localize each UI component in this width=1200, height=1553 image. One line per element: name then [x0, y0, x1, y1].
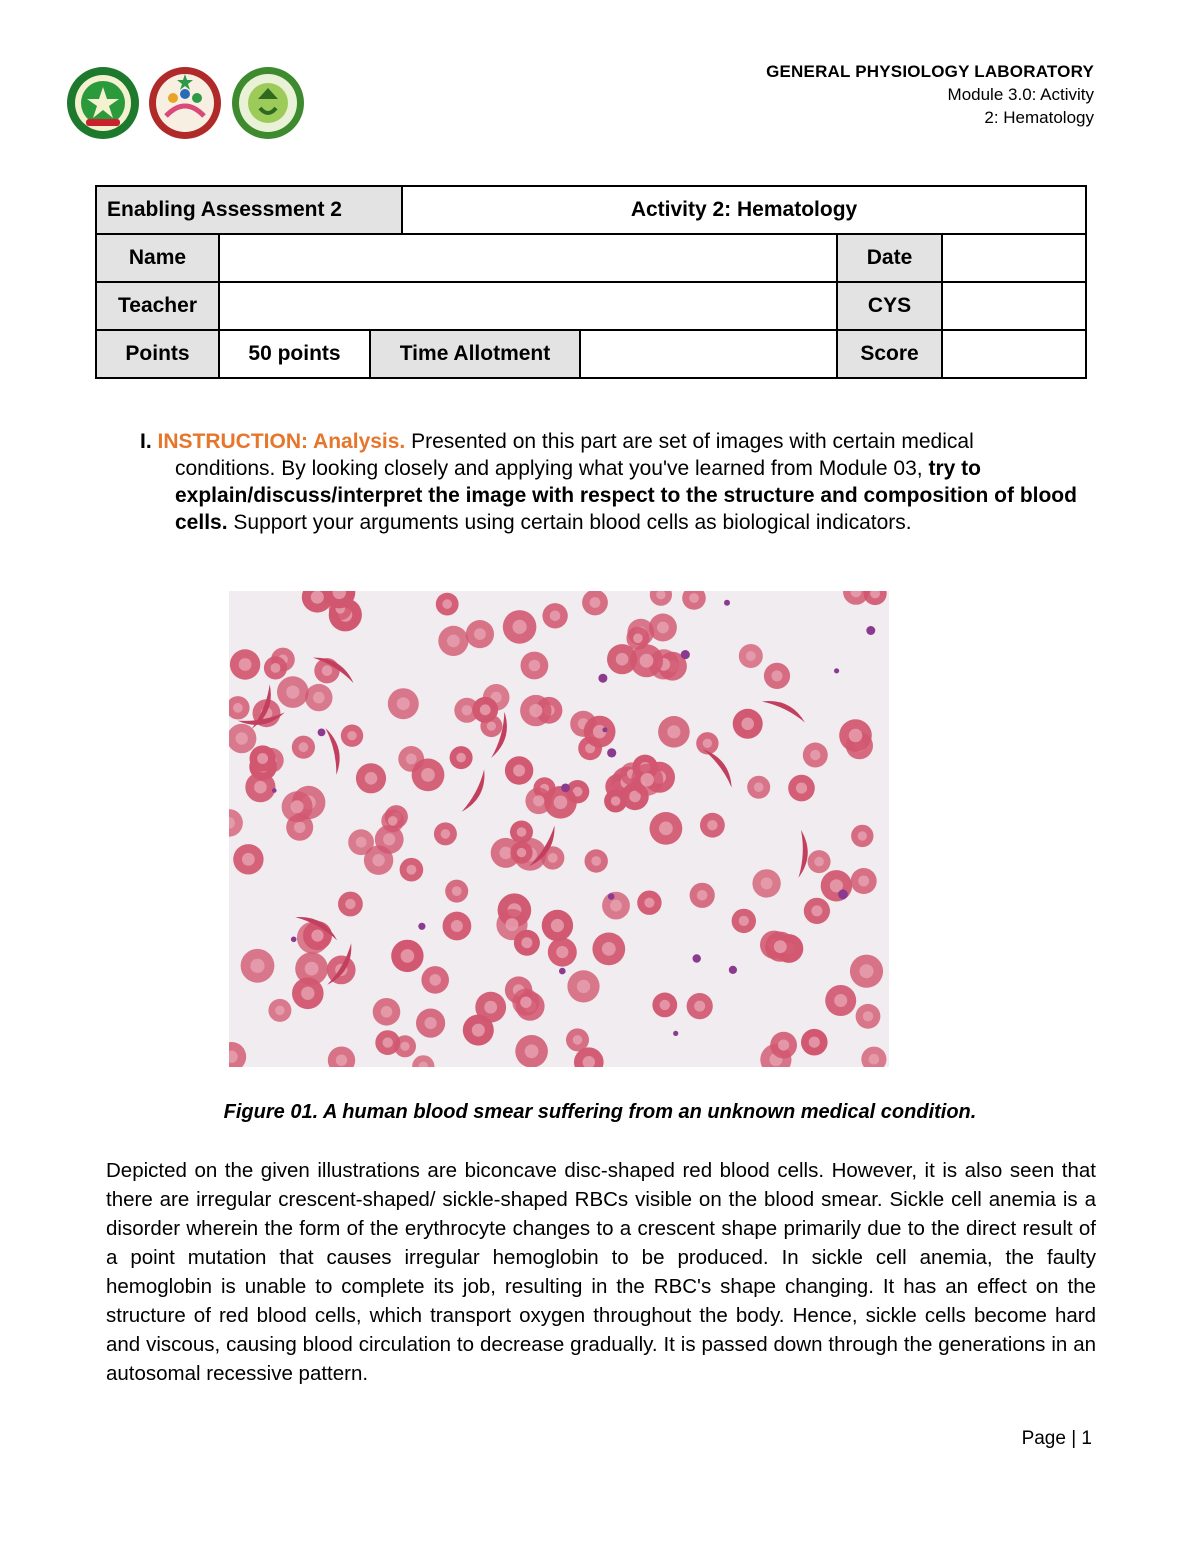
instruction-text-3: Support your arguments using certain blood cells as biological indicators.: [233, 511, 912, 534]
lab-title: GENERAL PHYSIOLOGY LABORATORY: [766, 62, 1094, 81]
instruction-bold-text: try to explain/discuss/interpret the image with respect to the structure and composition of blood cells.: [175, 457, 1077, 534]
red-blood-cell-center: [525, 1044, 539, 1058]
red-blood-cell-center: [517, 827, 527, 837]
red-blood-cell-center: [809, 1037, 820, 1048]
red-blood-cell-center: [577, 980, 590, 993]
red-blood-cell-center: [860, 964, 874, 978]
red-blood-cell-center: [311, 591, 324, 604]
red-blood-cell-center: [591, 856, 601, 866]
red-blood-cell-center: [472, 1024, 485, 1037]
red-blood-cell-center: [640, 654, 654, 668]
platelet: [598, 674, 607, 683]
red-blood-cell-center: [388, 816, 398, 826]
red-blood-cell-center: [707, 820, 717, 830]
instruction-numeral: I.: [140, 430, 152, 453]
red-blood-cell-center: [796, 783, 807, 794]
time-allotment-field[interactable]: [580, 330, 837, 378]
red-blood-cell-center: [849, 729, 863, 743]
header-logos: [66, 66, 311, 140]
red-blood-cell-center: [250, 959, 264, 973]
red-blood-cell-center: [383, 1037, 393, 1047]
red-blood-cell-center: [441, 829, 451, 839]
red-blood-cell-center: [322, 665, 333, 676]
red-blood-cell-center: [513, 620, 527, 634]
red-blood-cell-center: [239, 658, 252, 671]
red-blood-cell-center: [533, 795, 544, 806]
red-blood-cell-center: [275, 1006, 285, 1016]
red-blood-cell-center: [517, 848, 526, 857]
red-blood-cell-center: [484, 1001, 497, 1014]
red-blood-cell-center: [529, 660, 541, 672]
page-number: Page | 1: [1021, 1428, 1092, 1449]
red-blood-cell-center: [611, 796, 621, 806]
cys-label: CYS: [837, 282, 942, 330]
cys-field[interactable]: [942, 282, 1086, 330]
red-blood-cell-center: [291, 800, 304, 813]
activity-line: 2: Hematology: [984, 108, 1094, 127]
red-blood-cell-center: [451, 920, 463, 932]
instruction-paragraph: [140, 428, 1090, 536]
instruction-heading: INSTRUCTION: Analysis.: [157, 430, 406, 453]
red-blood-cell-center: [616, 653, 629, 666]
assessment-form-table: [95, 185, 1087, 379]
red-blood-cell-center: [689, 593, 699, 603]
platelet: [729, 966, 737, 974]
score-field[interactable]: [942, 330, 1086, 378]
red-blood-cell-center: [863, 1011, 873, 1021]
platelet: [724, 600, 730, 606]
assessment-title: Enabling Assessment 2: [96, 186, 402, 234]
red-blood-cell-center: [301, 987, 314, 1000]
college-seal-logo: [149, 67, 221, 139]
department-seal-logo: [232, 67, 304, 139]
red-blood-cell-center: [610, 900, 622, 912]
red-blood-cell-center: [452, 886, 462, 896]
red-blood-cell-center: [462, 705, 472, 715]
name-field[interactable]: [219, 234, 837, 282]
platelet: [272, 788, 277, 793]
red-blood-cell-center: [299, 742, 309, 752]
red-blood-cell-center: [356, 837, 367, 848]
red-blood-cell-center: [548, 853, 558, 863]
red-blood-cell-center: [858, 876, 869, 887]
red-blood-cell-center: [347, 731, 356, 740]
red-blood-cell-center: [869, 1054, 880, 1065]
red-blood-cell-center: [660, 1000, 670, 1010]
red-blood-cell-center: [814, 857, 824, 867]
platelet: [418, 923, 425, 930]
red-blood-cell-center: [305, 962, 319, 976]
platelet: [693, 954, 701, 962]
red-blood-cell-center: [694, 1001, 705, 1012]
red-blood-cell-center: [294, 822, 305, 833]
red-blood-cell-center: [739, 916, 749, 926]
instruction-text-1: Presented on this part are set of images with certain medical: [411, 430, 974, 453]
red-blood-cell-center: [513, 765, 525, 777]
red-blood-cell-center: [529, 704, 542, 717]
red-blood-cell-center: [778, 1040, 789, 1051]
red-blood-cell-center: [644, 898, 654, 908]
platelet: [561, 784, 570, 793]
blood-smear-image: [229, 591, 889, 1067]
red-blood-cell-center: [336, 1055, 347, 1066]
red-blood-cell-center: [345, 899, 355, 909]
red-blood-cell-center: [236, 732, 248, 744]
date-label: Date: [837, 234, 942, 282]
date-field[interactable]: [942, 234, 1086, 282]
red-blood-cell-center: [313, 692, 325, 704]
red-blood-cell-center: [602, 942, 616, 956]
activity-title: Activity 2: Hematology: [402, 186, 1086, 234]
figure-caption: Figure 01. A human blood smear suffering from an unknown medical condition.: [223, 1101, 977, 1123]
red-blood-cell-center: [401, 949, 415, 963]
red-blood-cell-center: [741, 718, 754, 731]
platelet: [608, 893, 615, 900]
platelet: [291, 937, 297, 943]
red-blood-cell-center: [257, 753, 268, 764]
red-blood-cell-center: [506, 918, 519, 931]
score-label: Score: [837, 330, 942, 378]
red-blood-cell-center: [550, 611, 561, 622]
answer-paragraph: Depicted on the given illustrations are biconcave disc-shaped red blood cells. However, it is also seen that there are irregular crescent-shaped/ sickle-shaped RBCs visible on the blood smear. Sickle cell anemia is a disorder wherein the form of the erythrocyte changes to a crescent shape primarily due to the direct result of a point mutation that causes irregular hemoglobin to be produced. In sickle cell anemia, the faulty hemoglobin is unable to complete its job, resulting in the RBC's shape changing. It has an effect on the structure of red blood cells, which transport oxygen throughout the body. Hence, sickle cells become hard and viscous, causing blood circulation to decrease gradually. It is passed down through the generations in an autosomal recessive pattern.: [106, 1159, 1096, 1385]
name-label: Name: [96, 234, 219, 282]
red-blood-cell-center: [761, 877, 773, 889]
red-blood-cell-center: [254, 781, 267, 794]
red-blood-cell-center: [456, 753, 466, 763]
red-blood-cell-center: [499, 847, 512, 860]
points-label: Points: [96, 330, 219, 378]
red-blood-cell-center: [400, 1042, 409, 1051]
red-blood-cell-center: [480, 704, 491, 715]
red-blood-cell-center: [383, 833, 395, 845]
platelet: [607, 748, 616, 757]
red-blood-cell-center: [521, 937, 532, 948]
platelet: [318, 729, 326, 737]
red-blood-cell-center: [556, 946, 568, 958]
red-blood-cell-center: [447, 635, 460, 648]
time-allotment-label: Time Allotment: [370, 330, 580, 378]
university-seal-logo: [67, 67, 139, 139]
red-blood-cell-center: [442, 599, 452, 609]
module-line: Module 3.0: Activity: [947, 85, 1094, 104]
red-blood-cell-center: [573, 1035, 583, 1045]
red-blood-cell-center: [311, 930, 323, 942]
red-blood-cell-center: [286, 686, 299, 699]
document-header: [766, 60, 1094, 129]
red-blood-cell-center: [641, 773, 654, 786]
red-blood-cell-center: [858, 831, 867, 840]
red-blood-cell-center: [429, 974, 441, 986]
platelet: [602, 727, 607, 732]
red-blood-cell-center: [554, 796, 568, 810]
red-blood-cell-center: [551, 919, 564, 932]
red-blood-cell-center: [397, 697, 410, 710]
instruction-text-2: conditions. By looking closely and applying what you've learned from Module 03,: [175, 457, 923, 480]
teacher-field[interactable]: [219, 282, 837, 330]
platelet: [866, 626, 875, 635]
red-blood-cell-center: [487, 722, 496, 731]
platelet: [681, 650, 690, 659]
red-blood-cell-center: [590, 597, 601, 608]
red-blood-cell-center: [657, 622, 669, 634]
red-blood-cell-center: [774, 940, 787, 953]
platelet: [834, 668, 839, 673]
red-blood-cell-center: [365, 772, 378, 785]
platelet: [838, 889, 848, 899]
red-blood-cell-center: [703, 739, 712, 748]
red-blood-cell-center: [406, 865, 416, 875]
red-blood-cell-center: [474, 628, 486, 640]
teacher-label: Teacher: [96, 282, 219, 330]
red-blood-cell-center: [406, 754, 417, 765]
red-blood-cell-center: [667, 725, 680, 738]
red-blood-cell-center: [271, 663, 281, 673]
red-blood-cell-center: [811, 905, 822, 916]
red-blood-cell-center: [372, 854, 384, 866]
red-blood-cell-center: [421, 768, 435, 782]
red-blood-cell-center: [381, 1006, 393, 1018]
red-blood-cell-center: [810, 750, 820, 760]
red-blood-cell-center: [520, 997, 531, 1008]
platelet: [673, 1031, 678, 1036]
platelet: [559, 968, 566, 975]
red-blood-cell-center: [633, 634, 643, 644]
red-blood-cell-center: [659, 822, 673, 836]
red-blood-cell-center: [233, 703, 243, 713]
red-blood-cell-center: [834, 994, 847, 1007]
red-blood-cell-center: [772, 670, 783, 681]
points-value: 50 points: [219, 330, 370, 378]
red-blood-cell-center: [697, 890, 708, 901]
red-blood-cell-center: [242, 853, 255, 866]
red-blood-cell-center: [754, 782, 764, 792]
red-blood-cell-center: [425, 1017, 437, 1029]
red-blood-cell-center: [746, 651, 756, 661]
